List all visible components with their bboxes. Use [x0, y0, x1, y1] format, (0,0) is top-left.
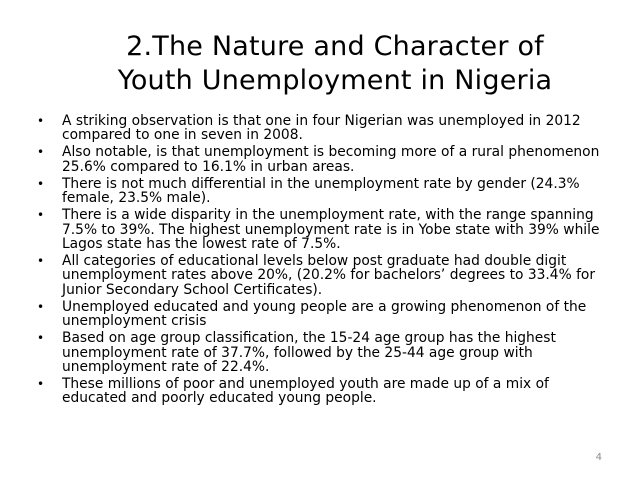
- bullet-item: [37, 208, 602, 251]
- bullet-dot-icon: •: [37, 299, 45, 314]
- bullet-dot-icon: •: [37, 145, 45, 160]
- bullet-text: All categories of educational levels below post graduate had double digit unemployment rates above 20%, (20.2% for bachelors’ degrees to 33.4% for Junior Secondary School Certificates).: [62, 253, 596, 298]
- bullet-text: Based on age group classification, the 15-24 age group has the highest unemployment rate of 37.7%, followed by the 25-44 age group with unemployment rate of 22.4%.: [62, 330, 556, 376]
- bullet-dot-icon: •: [37, 331, 45, 346]
- bullet-list: [37, 114, 602, 408]
- bullet-text: There is a wide disparity in the unemployment rate, with the range spanning 7.5% to 39%. The highest unemployment rate is in Yobe state with 39% while Lagos state has the lowest rate of 7.5%.: [62, 207, 600, 253]
- bullet-dot-icon: •: [37, 114, 45, 128]
- bullet-dot-icon: •: [37, 208, 45, 223]
- bullet-item: [37, 177, 602, 206]
- bullet-text: These millions of poor and unemployed youth are made up of a mix of educated and poorly educated young people.: [62, 376, 549, 407]
- bullet-item: [37, 254, 602, 297]
- bullet-dot-icon: •: [37, 377, 45, 392]
- slide-title-line-1: 2.The Nature and Character of: [126, 31, 544, 62]
- bullet-dot-icon: •: [37, 254, 45, 269]
- bullet-text: Unemployed educated and young people are a growing phenomenon of the unemployment crisis: [62, 298, 587, 330]
- bullet-dot-icon: •: [37, 176, 45, 191]
- slide-title-line-2: Youth Unemployment in Nigeria: [117, 65, 553, 96]
- bullet-text: Also notable, is that unemployment is becoming more of a rural phenomenon 25.6% compared to 16.1% in urban areas.: [62, 144, 600, 175]
- page-number: 4: [595, 452, 602, 463]
- bullet-item: [37, 331, 602, 374]
- bullet-item: [37, 145, 602, 174]
- bullet-item: [37, 377, 602, 406]
- bullet-item: [37, 300, 602, 329]
- bullet-text: There is not much differential in the unemployment rate by gender (24.3% female, 23.5% male).: [62, 175, 580, 207]
- bullet-item: [37, 114, 602, 143]
- bullet-text: A striking observation is that one in four Nigerian was unemployed in 2012 compared to one in seven in 2008.: [62, 113, 581, 144]
- slide-title: [40, 30, 630, 98]
